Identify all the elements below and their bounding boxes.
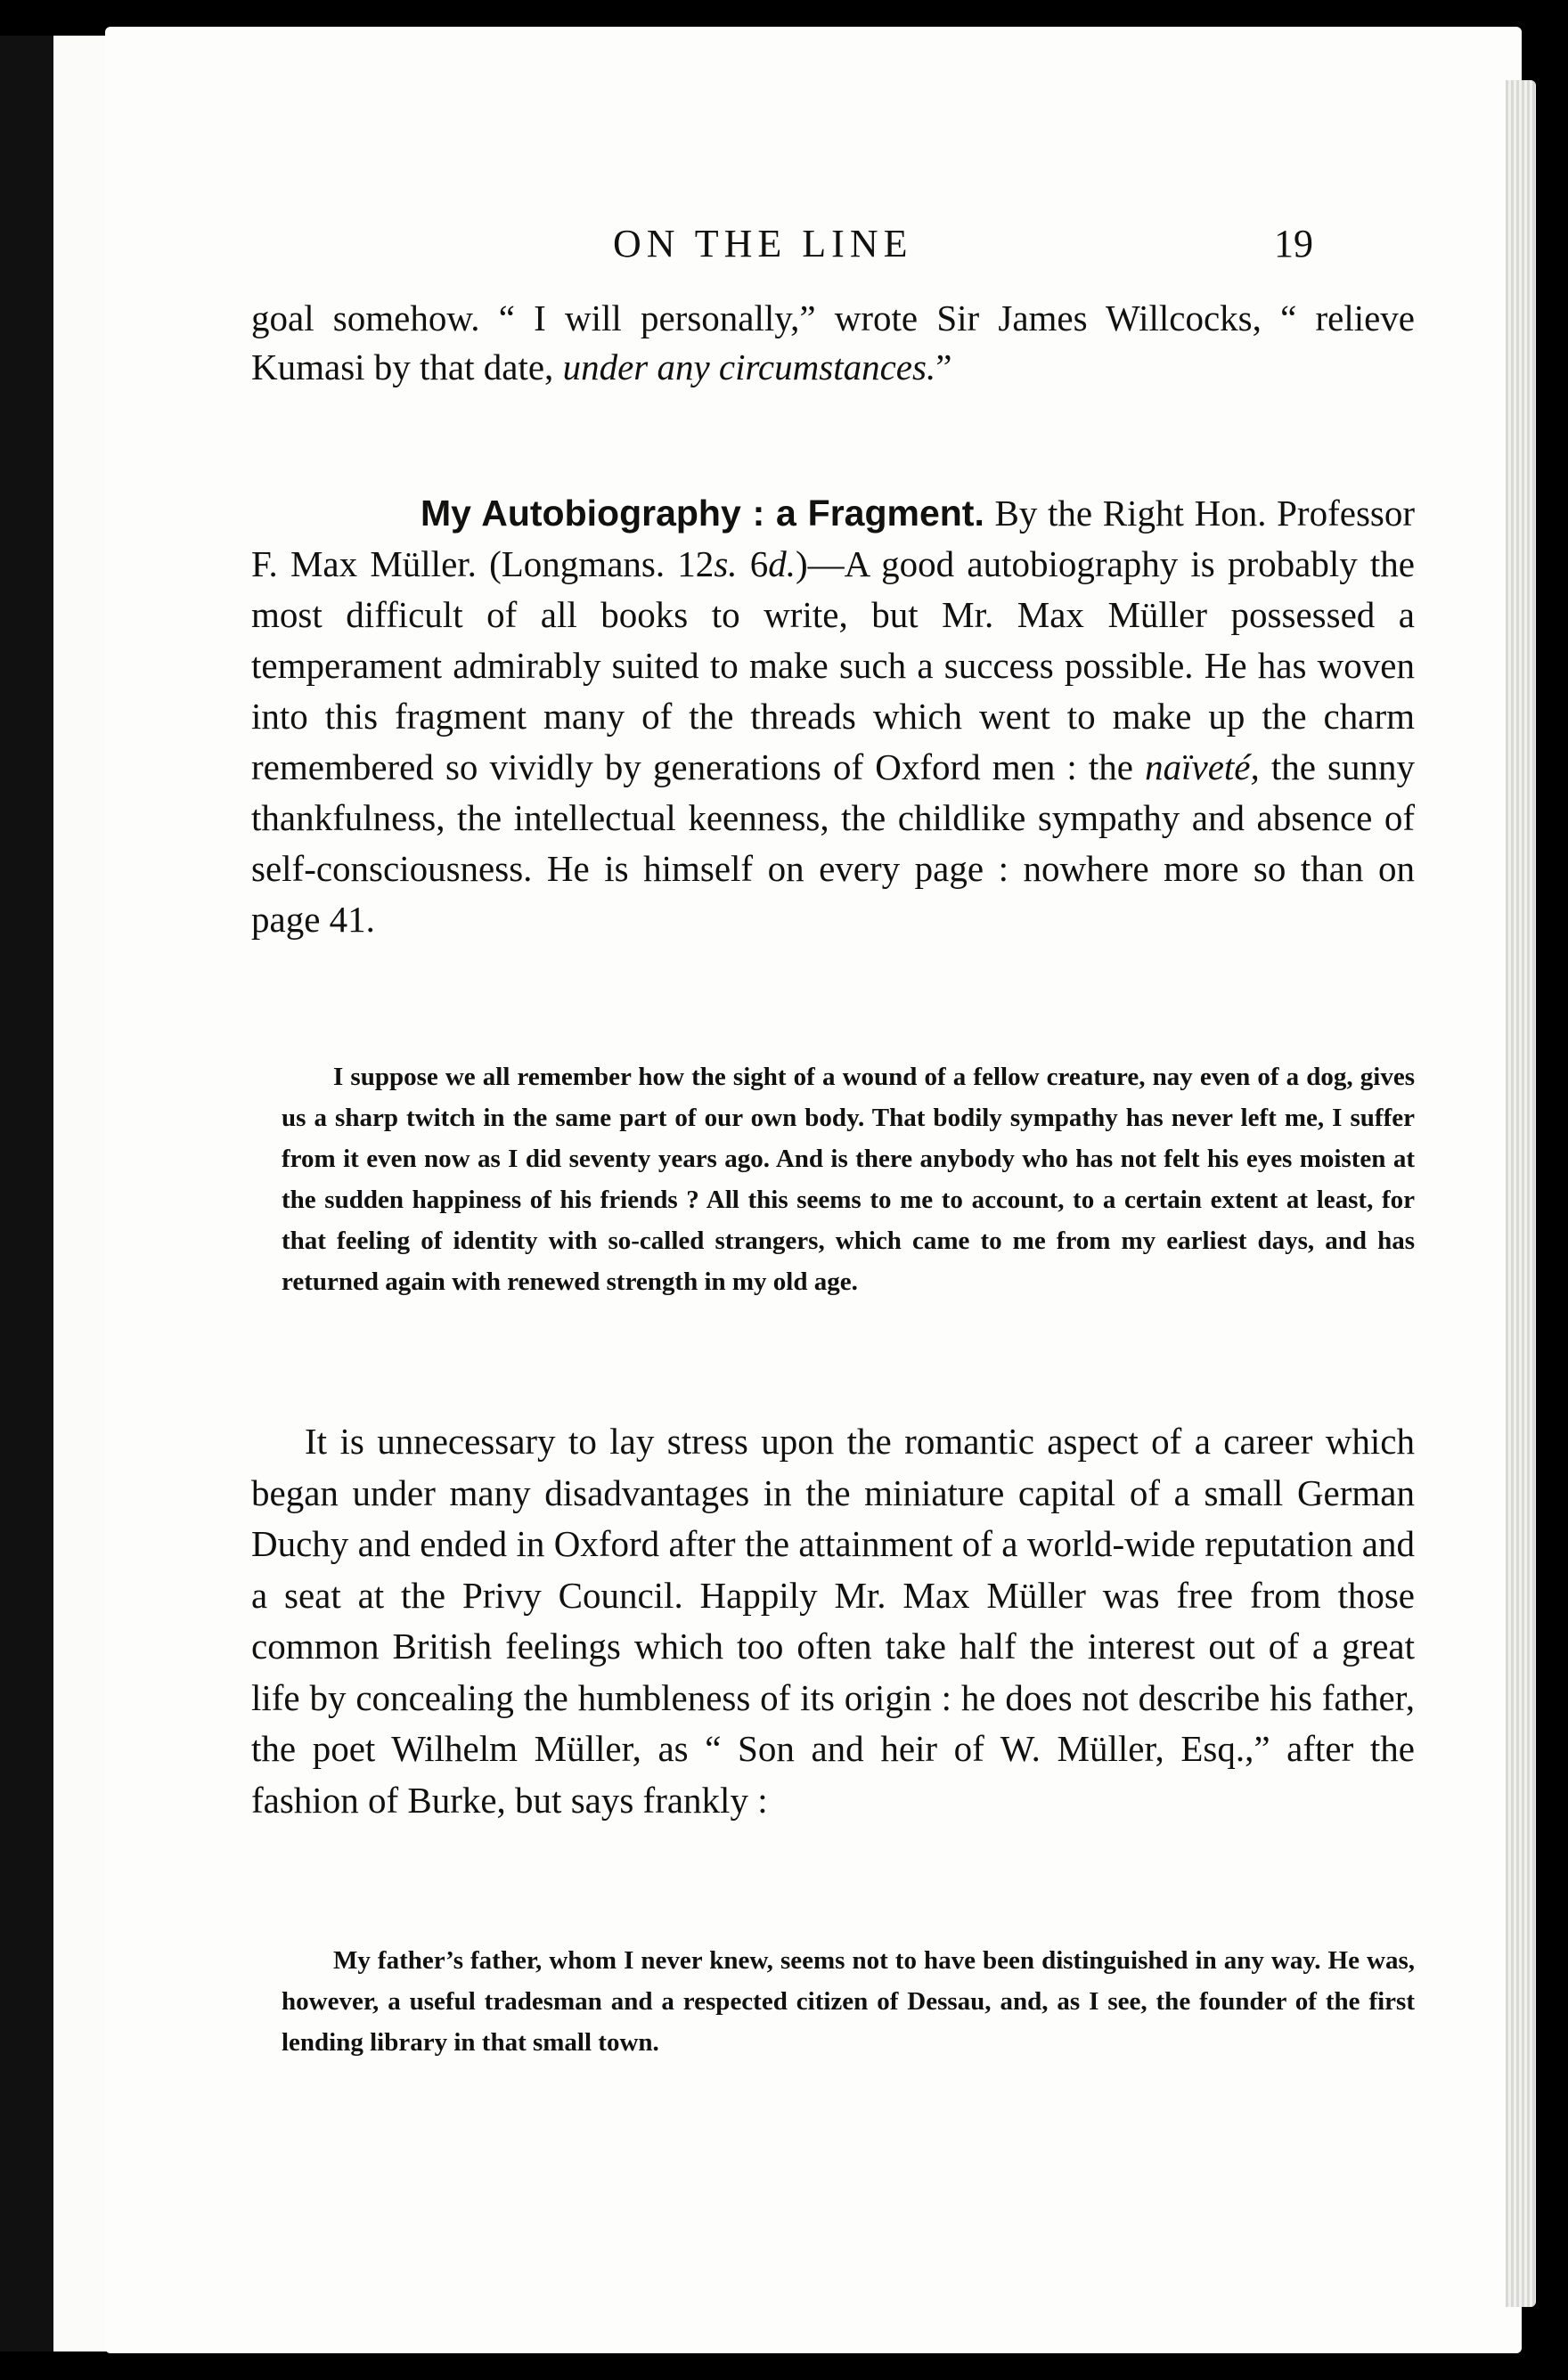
quote-text: I suppose we all remember how the sight of a wound of a fellow creature, nay even of a dog, gives us a sharp twitch in the same part of our own body. That bodily sympathy has never left me, I suffer from it even now as I did seventy years ago. And is there anybody who has not felt his eyes moisten at the sudden happiness of his friends ? All this seems to me to account, to a certain extent at least, for that feeling of identity with so-called strangers, which came to me from my earliest days, and has returned again with renewed strength in my old age. — [282, 1063, 1415, 1296]
facing-page-edge — [53, 36, 110, 2351]
running-head: ON THE LINE — [613, 222, 913, 265]
review-italic: d. — [768, 543, 796, 584]
review-italic: naïveté, — [1145, 746, 1260, 787]
paragraph — [251, 1416, 1415, 1826]
block-quote — [282, 1056, 1415, 1302]
block-quote — [282, 1940, 1415, 2063]
review-text: the sunny thankfulness, the intellectual keenness, the childlike sympathy and absence of self-consciousness. He is himself on every page : nowhere more so than on page 41. — [251, 746, 1415, 940]
paragraph-text: goal somehow. “ I will personally,” wrote Sir James Willcocks, “ relieve Kumasi by that date, — [251, 298, 1415, 387]
book-page — [105, 27, 1522, 2353]
paragraph-italic: under any circumstances. — [562, 346, 936, 387]
review-text: )—A good autobiography is probably the most difficult of all books to write, but Mr. Max Müller possessed a temperament admirably suited to make such a success possible. He has woven into this fragment many of the threads which went to make up the charm remembered so vividly by generations of Oxford men : the — [251, 543, 1416, 787]
quote-text: My father’s father, whom I never knew, seems not to have been distinguished in any way. He was, however, a useful tradesman and a respected citizen of Dessau, and, as I see, the founder of the first lending library in that small town. — [282, 1946, 1415, 2057]
book-title: My Autobiography : a Fragment. — [421, 493, 984, 534]
paragraph-continuation — [251, 294, 1415, 392]
paragraph-text: It is unnecessary to lay stress upon the romantic aspect of a career which began under many disadvantages in the miniature capital of a small German Duchy and ended in Oxford after the attainment of a world-wide reputation and a seat at the Privy Council. Happily Mr. Max Müller was free from those common British feelings which too often take half the interest out of a great life by concealing the humbleness of its origin : he does not describe his father, the poet Wilhelm Müller, as “ Son and heir of W. Müller, Esq.,” after the fashion of Burke, but says frankly : — [251, 1421, 1415, 1821]
page-number: 19 — [1274, 222, 1313, 265]
paragraph-text: ” — [935, 346, 952, 387]
page-stack-edge — [1506, 80, 1536, 2307]
review-italic: s. — [714, 543, 738, 584]
page-header — [105, 221, 1522, 274]
review-text: 6 — [737, 543, 769, 584]
review-paragraph — [251, 488, 1415, 945]
review-text: By the Right Hon. Professor F. Max Müller. (Longmans. 12 — [251, 493, 1416, 584]
